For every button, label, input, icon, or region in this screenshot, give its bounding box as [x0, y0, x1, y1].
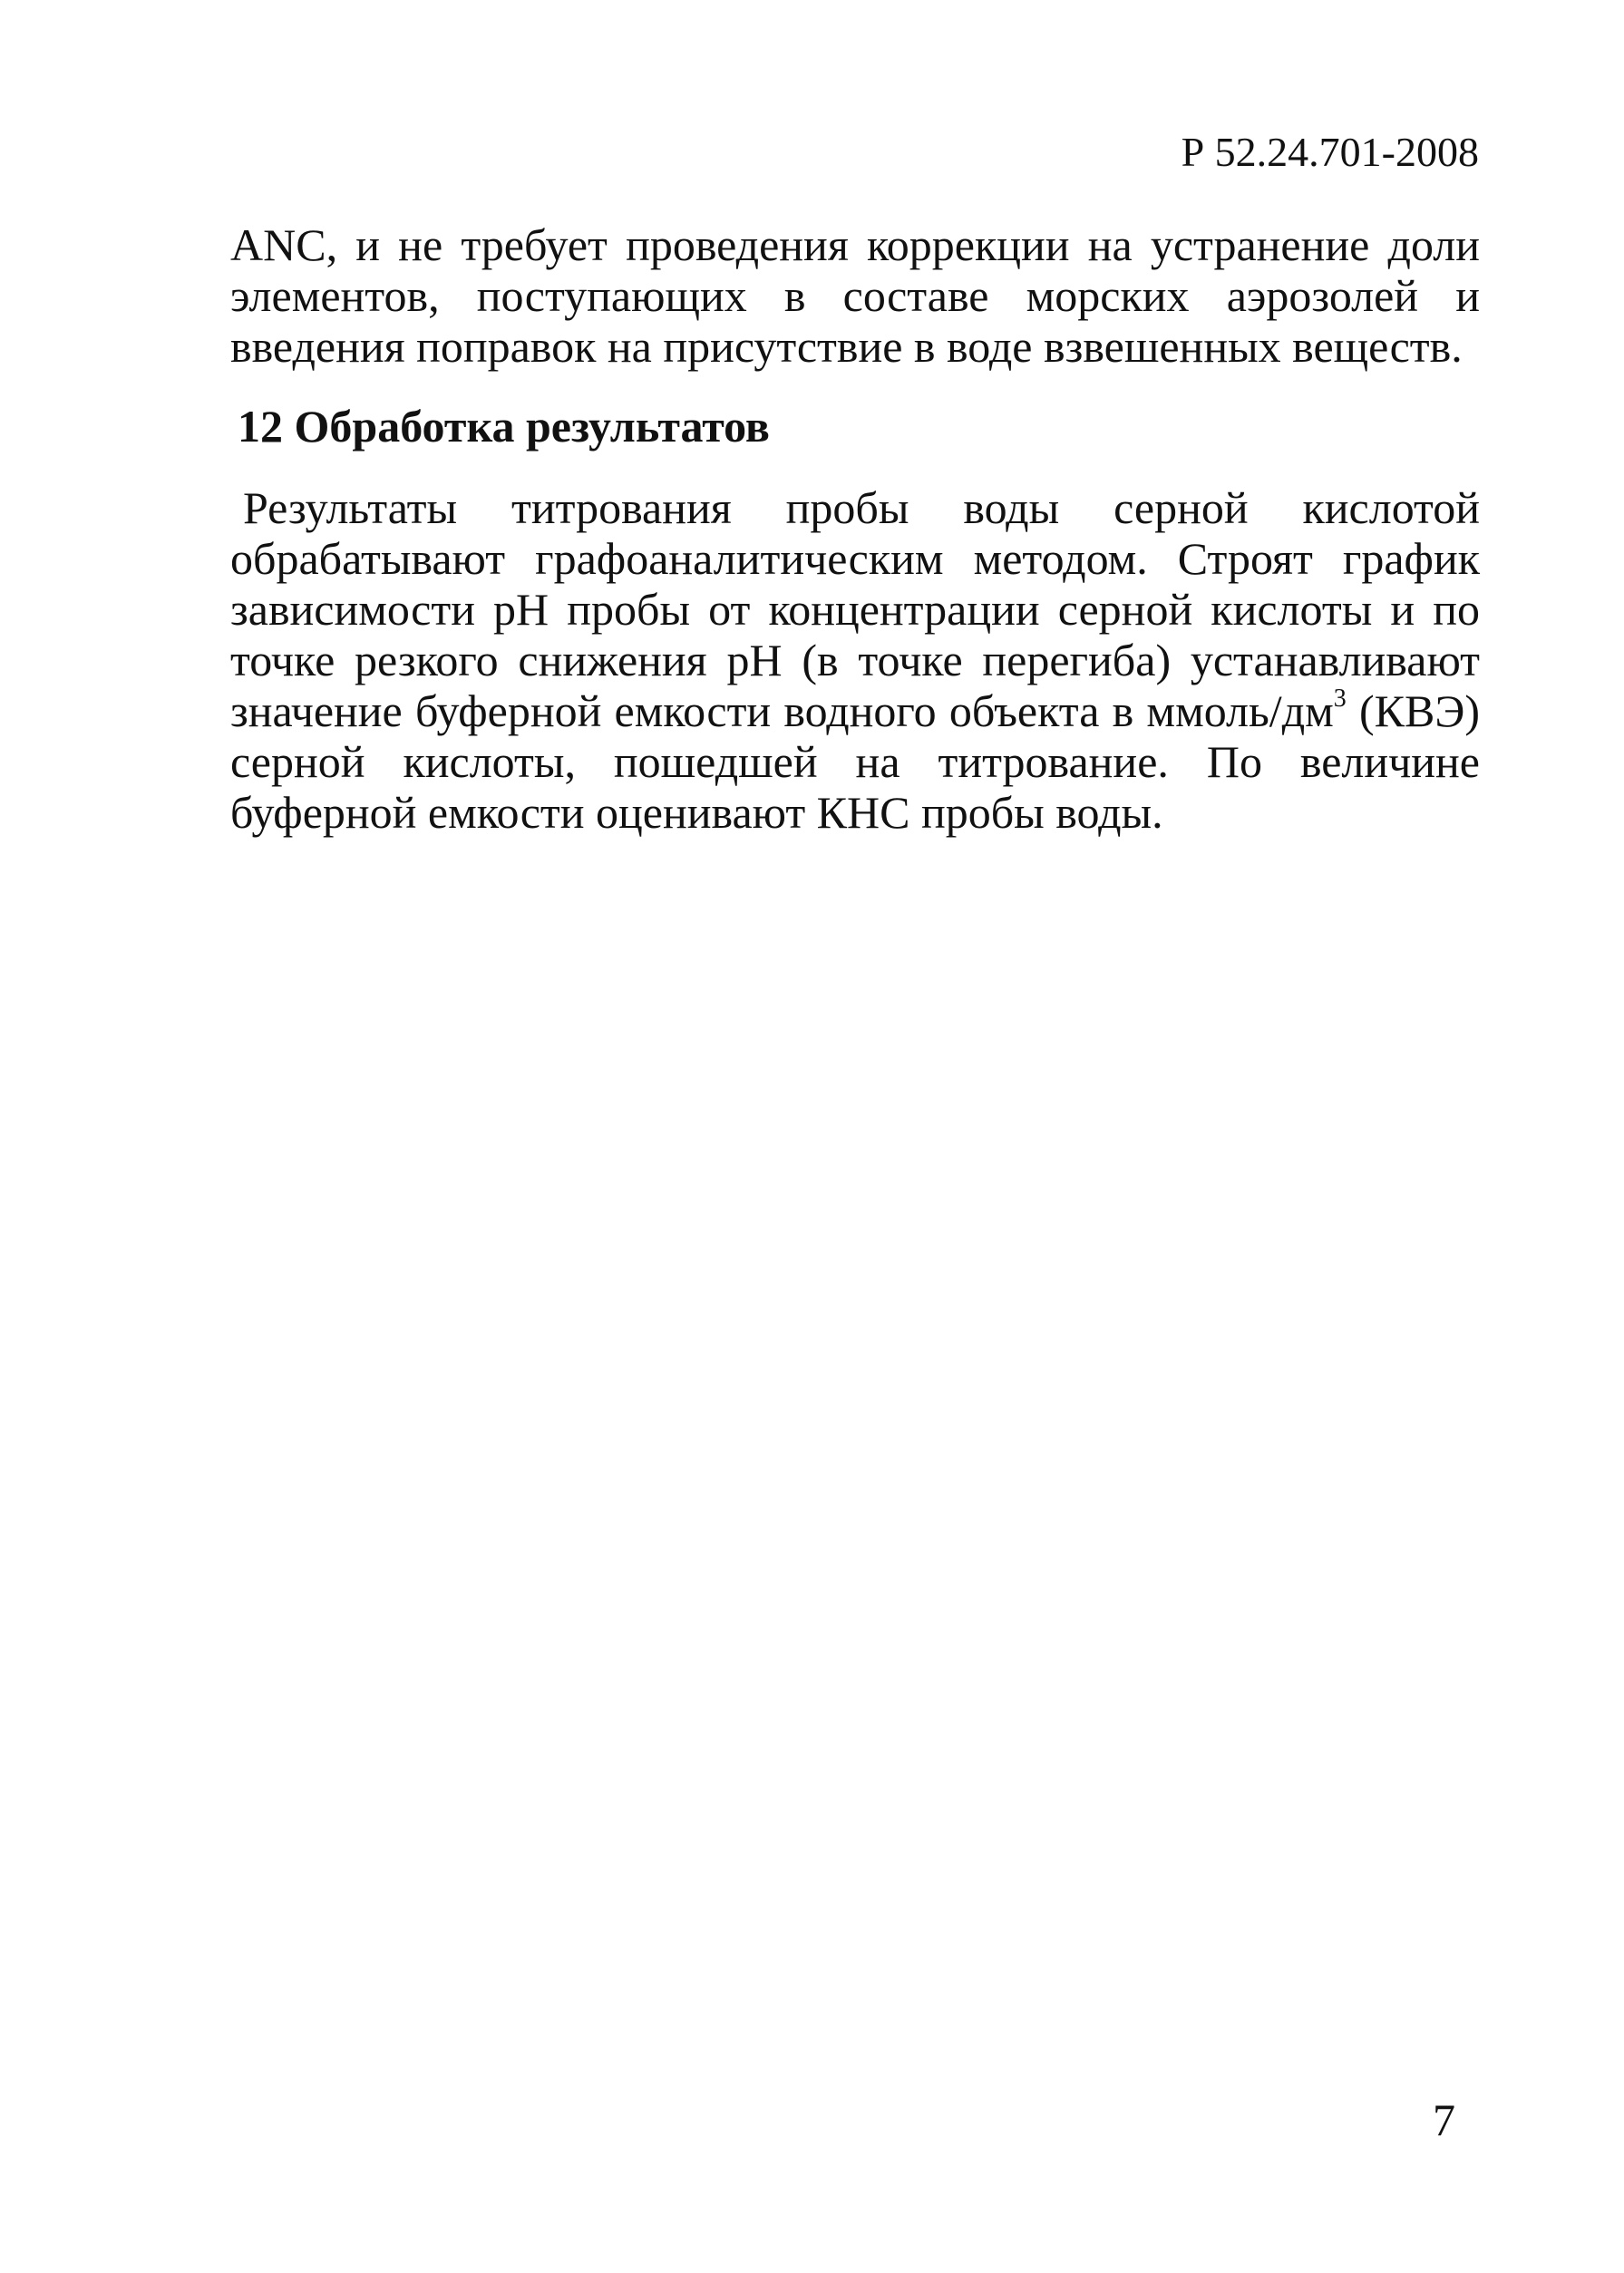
paragraph-results-processing [230, 482, 1480, 838]
paragraph-text-part-1: Результаты титрования пробы воды серной кислотой обрабатывают графоаналитическим методом. Строят график зависимости pH пробы от концентрации серной кислоты и по точке резкого снижения pH (в точке перегиба) устанавливают значение буферной емкости водного объекта в ммоль/дм [230, 482, 1480, 736]
superscript-cubic: 3 [1333, 685, 1347, 713]
paragraph-anc-correction: ANC, и не требует проведения коррекции на устранение доли элементов, поступающих в составе морских аэрозолей и введения поправок на присутствие в воде взвешенных веществ. [230, 219, 1480, 372]
section-heading-results-processing: 12 Обработка результатов [238, 401, 770, 452]
paragraph-text-part-2: (КВЭ) серной кислоты, пошедшей на титрование. По величине буферной емкости оценивают КНС пробы воды. [230, 685, 1480, 838]
document-code: Р 52.24.701-2008 [1181, 129, 1479, 175]
page-number: 7 [1433, 2094, 1455, 2145]
